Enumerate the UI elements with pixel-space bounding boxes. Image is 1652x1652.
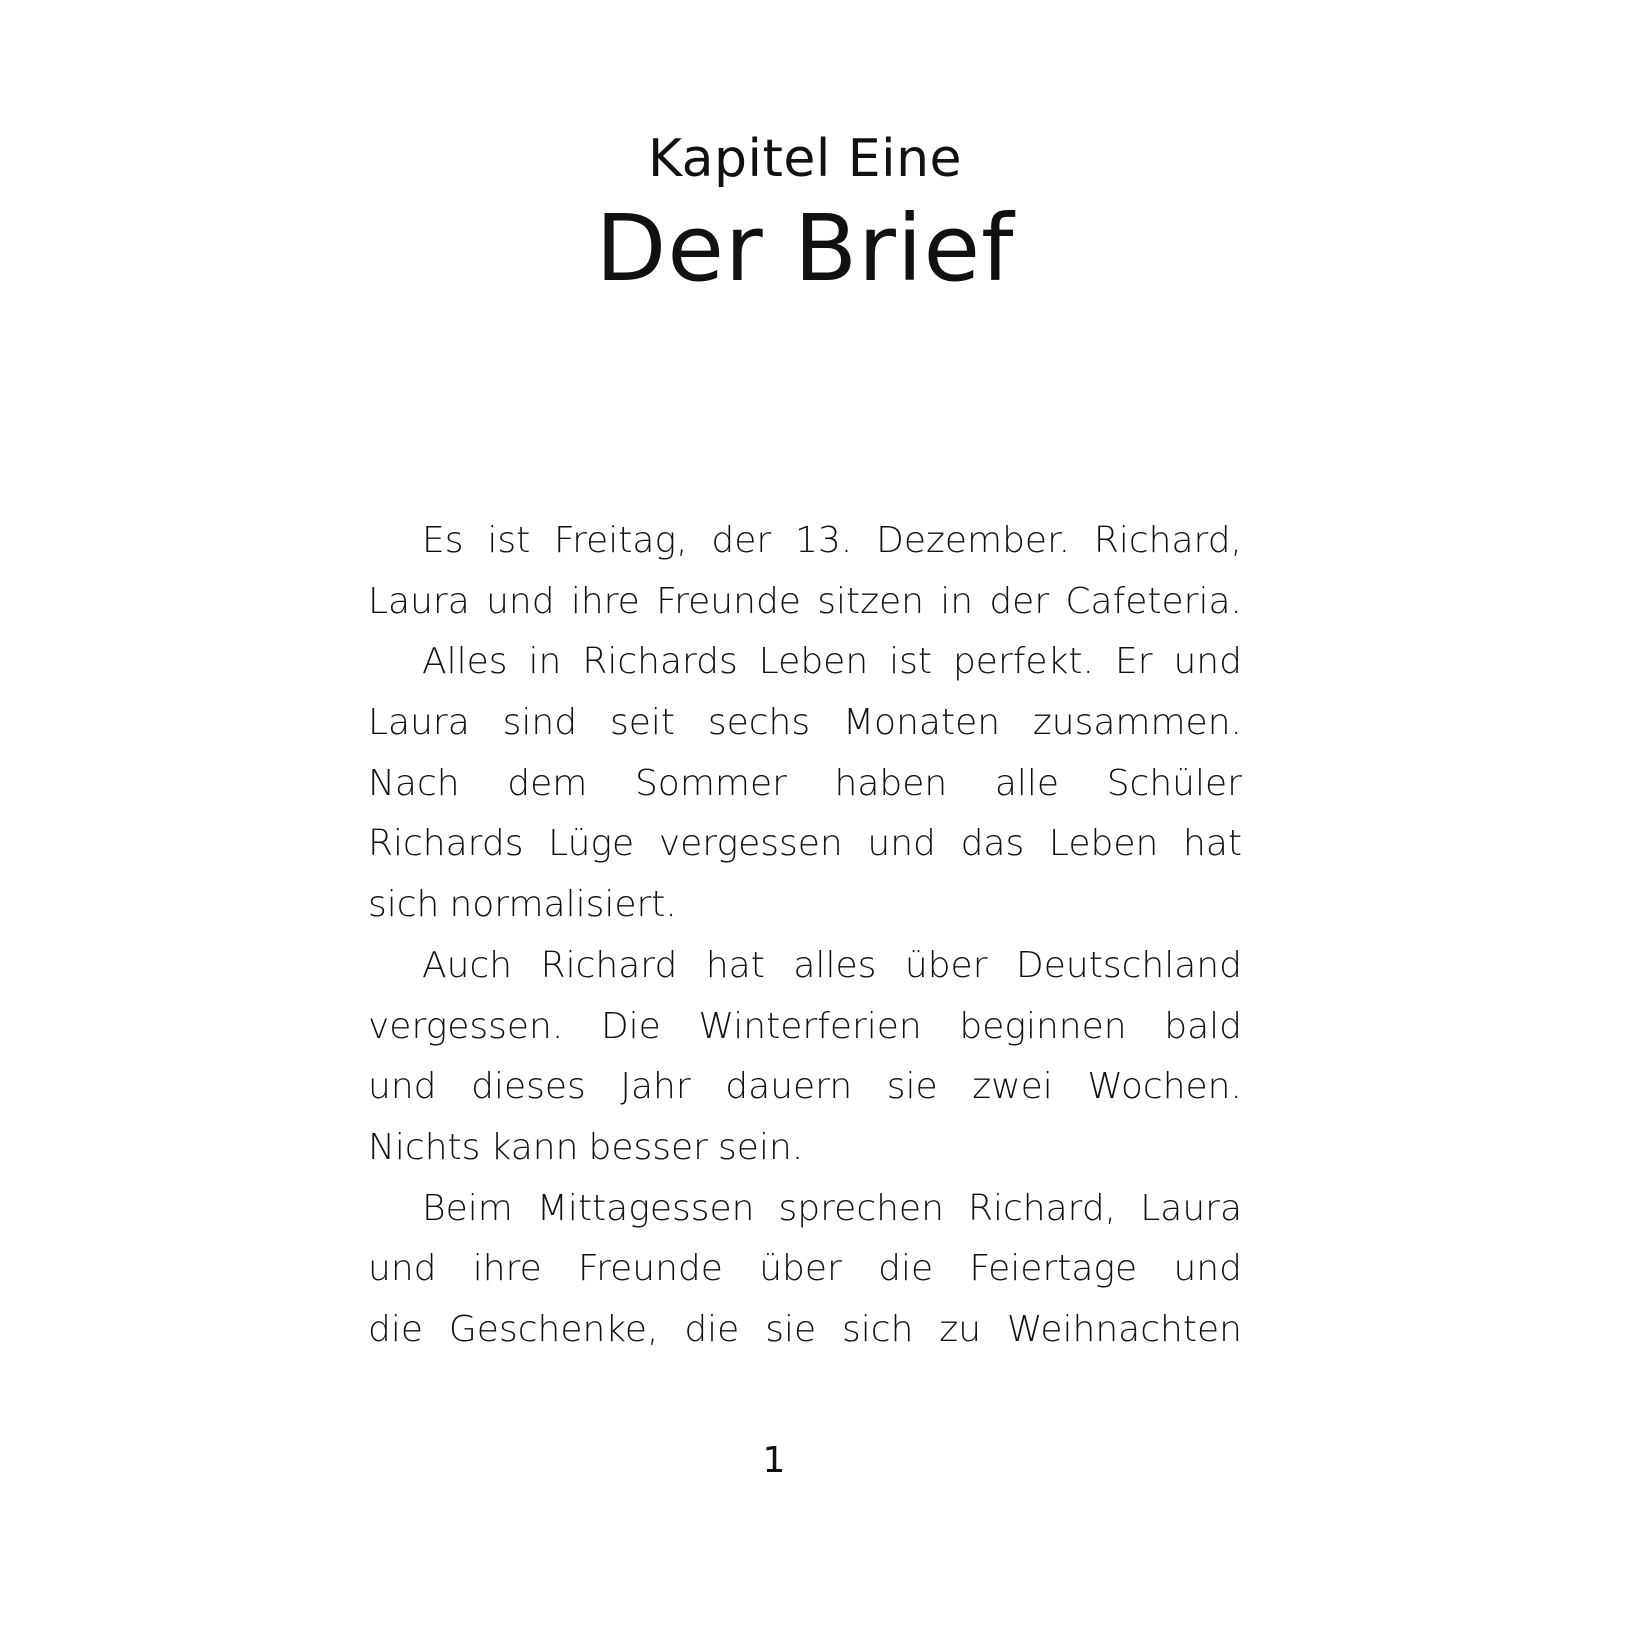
word: alle: [994, 762, 1060, 804]
word: Beim: [422, 1187, 513, 1229]
word: und: [368, 1248, 437, 1290]
word: Laura: [1140, 1187, 1242, 1229]
word: Sommer: [634, 762, 787, 804]
word: dieses: [471, 1066, 586, 1108]
word: die: [684, 1308, 740, 1350]
word: der: [989, 580, 1050, 622]
word: sprechen: [778, 1187, 944, 1229]
word: dauern: [725, 1066, 853, 1108]
word: Richards: [582, 641, 738, 683]
word: sie: [886, 1066, 938, 1108]
word: über: [904, 944, 988, 986]
word: Schüler: [1106, 762, 1242, 804]
text-line: [368, 875, 1242, 936]
word: Geschenke,: [448, 1308, 659, 1350]
word: Richard: [540, 944, 678, 986]
word: und: [368, 1066, 437, 1108]
word: Laura: [368, 702, 470, 744]
word: ist: [889, 641, 932, 683]
text-line: [368, 997, 1242, 1058]
word: hat: [1183, 823, 1242, 865]
word: zu: [939, 1308, 982, 1350]
text-line: [368, 1057, 1242, 1118]
text-line: [368, 1179, 1242, 1240]
word: Jahr: [620, 1066, 691, 1108]
word: Wochen.: [1087, 1066, 1242, 1108]
word: und: [867, 823, 936, 865]
word: kann: [490, 1126, 579, 1168]
word: Nach: [368, 762, 460, 804]
word: sitzen: [817, 580, 924, 622]
text-line: [368, 511, 1242, 572]
word: und: [1173, 1248, 1242, 1290]
word: Auch: [422, 944, 513, 986]
word: sich: [842, 1308, 914, 1350]
word: Feiertage: [969, 1248, 1138, 1290]
text-line: [368, 632, 1242, 693]
word: 13.: [795, 520, 853, 561]
word: ihre: [570, 580, 640, 622]
word: ist: [487, 520, 531, 561]
word: Mittagessen: [536, 1187, 755, 1229]
word: zwei: [972, 1066, 1053, 1108]
word: vergessen.: [368, 1005, 564, 1047]
word: Weihnachten: [1006, 1308, 1242, 1350]
word: in: [528, 641, 562, 683]
word: Freitag,: [554, 520, 688, 561]
page-number: 1: [762, 1440, 786, 1481]
word: Die: [600, 1005, 661, 1047]
word: normalisiert.: [449, 884, 677, 926]
word: sechs: [707, 702, 811, 744]
text-line: [368, 1239, 1242, 1300]
word: die: [368, 1308, 424, 1350]
word: perfekt.: [952, 641, 1094, 683]
text-line: [368, 1118, 1242, 1179]
word: Richard,: [1093, 520, 1242, 561]
word: haben: [834, 762, 948, 804]
word: Leben: [1048, 823, 1159, 865]
word: sind: [502, 702, 578, 744]
word: und: [1173, 641, 1242, 683]
word: der: [711, 520, 772, 561]
word: über: [759, 1248, 842, 1290]
word: besser: [588, 1126, 708, 1168]
word: sie: [765, 1308, 817, 1350]
word: seit: [609, 702, 675, 744]
word: Es: [422, 520, 464, 561]
word: Deutschland: [1016, 944, 1242, 986]
word: Alles: [422, 641, 508, 683]
word: das: [960, 823, 1025, 865]
body-text: [368, 511, 1242, 1361]
word: Cafeteria.: [1065, 580, 1242, 622]
word: die: [878, 1248, 934, 1290]
word: Laura: [368, 580, 470, 622]
word: Nichts: [368, 1126, 481, 1168]
word: Dezember.: [876, 520, 1071, 561]
word: bald: [1164, 1005, 1242, 1047]
text-line: [368, 936, 1242, 997]
word: zusammen.: [1032, 702, 1242, 744]
word: ihre: [472, 1248, 542, 1290]
word: Monaten: [842, 702, 1001, 744]
word: dem: [507, 762, 588, 804]
word: alles: [793, 944, 877, 986]
word: Lüge: [548, 823, 635, 865]
word: sich: [368, 884, 440, 926]
word: Winterferien: [698, 1005, 922, 1047]
word: Er: [1114, 641, 1153, 683]
word: in: [940, 580, 974, 622]
text-line: [368, 693, 1242, 754]
word: Leben: [758, 641, 869, 683]
chapter-label: Kapitel Eine: [647, 129, 963, 189]
text-line: [368, 814, 1242, 875]
text-line: [368, 754, 1242, 815]
word: Freunde: [656, 580, 801, 622]
word: vergessen: [658, 823, 843, 865]
text-line: [368, 1300, 1242, 1361]
word: hat: [705, 944, 765, 986]
word: sein.: [718, 1126, 804, 1168]
word: und: [486, 580, 555, 622]
text-line: [368, 572, 1242, 633]
chapter-title: Der Brief: [595, 195, 1015, 302]
word: Richard,: [967, 1187, 1117, 1229]
word: beginnen: [959, 1005, 1127, 1047]
word: Richards: [368, 823, 524, 865]
word: Freunde: [578, 1248, 723, 1290]
